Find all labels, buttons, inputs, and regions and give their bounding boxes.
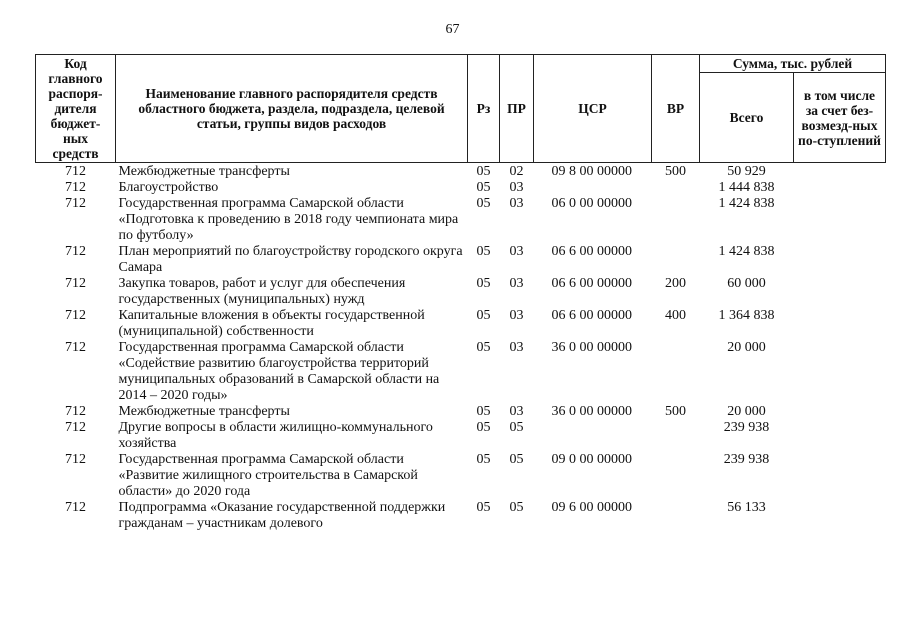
cell-name: Межбюджетные трансферты [118, 404, 290, 419]
cell-free [794, 340, 886, 404]
cell-rz: 05 [476, 340, 491, 355]
cell-code: 712 [65, 164, 86, 179]
cell-vr [652, 196, 700, 244]
budget-table [35, 54, 886, 532]
cell-vr: 500 [665, 164, 686, 179]
table-row [36, 340, 886, 404]
cell-code: 712 [65, 500, 86, 515]
cell-total: 239 938 [723, 420, 770, 435]
cell-total: 239 938 [723, 452, 770, 467]
cell-pr: 03 [509, 180, 524, 195]
cell-free [794, 180, 886, 196]
cell-pr: 03 [509, 196, 524, 211]
cell-csr [534, 180, 652, 196]
cell-csr: 36 0 00 00000 [551, 404, 632, 419]
cell-pr: 05 [509, 500, 524, 515]
cell-name: Благоустройство [118, 180, 219, 195]
cell-name: Капитальные вложения в объекты государственной (муниципальной) собственности [118, 308, 425, 339]
cell-vr [652, 500, 700, 532]
cell-free [794, 244, 886, 276]
header-csr: ЦСР [534, 55, 652, 163]
cell-pr: 03 [509, 276, 524, 291]
header-total: Всего [700, 73, 794, 163]
cell-name: Государственная программа Самарской области «Содействие развитию благоустройства территорий муниципальных образований в Самарской области на 2014 – 2020 годы» [118, 340, 440, 403]
cell-rz: 05 [476, 196, 491, 211]
cell-name: Другие вопросы в области жилищно-коммунального хозяйства [118, 420, 433, 451]
table-row [36, 308, 886, 340]
cell-csr: 09 0 00 00000 [551, 452, 632, 467]
cell-code: 712 [65, 180, 86, 195]
cell-free [794, 308, 886, 340]
cell-total: 1 364 838 [718, 308, 775, 323]
cell-pr: 05 [509, 452, 524, 467]
cell-total: 1 424 838 [718, 244, 775, 259]
table-row [36, 404, 886, 420]
cell-vr [652, 420, 700, 452]
cell-free [794, 420, 886, 452]
cell-total: 1 424 838 [718, 196, 775, 211]
cell-pr: 03 [509, 244, 524, 259]
cell-csr: 06 6 00 00000 [551, 308, 632, 323]
cell-code: 712 [65, 404, 86, 419]
cell-vr [652, 452, 700, 500]
cell-rz: 05 [476, 180, 491, 195]
cell-pr: 03 [509, 404, 524, 419]
cell-csr: 06 0 00 00000 [551, 196, 632, 211]
cell-csr: 09 6 00 00000 [551, 500, 632, 515]
cell-pr: 05 [509, 420, 524, 435]
cell-rz: 05 [476, 308, 491, 323]
table-row [36, 163, 886, 181]
cell-vr [652, 244, 700, 276]
cell-name: Межбюджетные трансферты [118, 164, 290, 179]
cell-total: 60 000 [727, 276, 766, 291]
table-row [36, 196, 886, 244]
table-row [36, 276, 886, 308]
table-body [36, 163, 886, 533]
cell-rz: 05 [476, 244, 491, 259]
cell-free [794, 404, 886, 420]
header-pr: ПР [500, 55, 534, 163]
cell-free [794, 196, 886, 244]
page-number: 67 [445, 22, 460, 37]
cell-name: План мероприятий по благоустройству городского округа Самара [118, 244, 463, 275]
cell-rz: 05 [476, 404, 491, 419]
table-row [36, 452, 886, 500]
cell-rz: 05 [476, 164, 491, 179]
cell-csr: 36 0 00 00000 [551, 340, 632, 355]
cell-total: 56 133 [727, 500, 766, 515]
cell-total: 50 929 [727, 164, 766, 179]
cell-csr: 06 6 00 00000 [551, 276, 632, 291]
header-vr: ВР [652, 55, 700, 163]
cell-pr: 03 [509, 340, 524, 355]
cell-total: 20 000 [727, 340, 766, 355]
cell-free [794, 452, 886, 500]
cell-total: 1 444 838 [718, 180, 775, 195]
cell-total: 20 000 [727, 404, 766, 419]
cell-rz: 05 [476, 276, 491, 291]
header-name: Наименование главного распорядителя средств областного бюджета, раздела, подраздела, целевой статьи, группы видов расходов [116, 55, 468, 163]
cell-csr: 06 6 00 00000 [551, 244, 632, 259]
header-code: Код главного распоря-дителя бюджет-ных средств [36, 55, 116, 163]
table-row [36, 420, 886, 452]
cell-csr [534, 420, 652, 452]
cell-name: Подпрограмма «Оказание государственной поддержки гражданам – участникам долевого [118, 500, 446, 531]
cell-vr: 400 [665, 308, 686, 323]
cell-vr: 500 [665, 404, 686, 419]
cell-vr [652, 340, 700, 404]
cell-free [794, 163, 886, 181]
cell-free [794, 500, 886, 532]
cell-rz: 05 [476, 452, 491, 467]
header-sum: Сумма, тыс. рублей [700, 55, 886, 73]
header-free: в том числе за счет без-возмезд-ных по-ступлений [794, 73, 886, 163]
cell-name: Государственная программа Самарской области «Развитие жилищного строительства в Самарской области» до 2020 года [118, 452, 418, 499]
cell-code: 712 [65, 420, 86, 435]
cell-code: 712 [65, 244, 86, 259]
cell-rz: 05 [476, 420, 491, 435]
cell-csr: 09 8 00 00000 [551, 164, 632, 179]
cell-code: 712 [65, 452, 86, 467]
cell-pr: 02 [509, 164, 524, 179]
table-row [36, 500, 886, 532]
cell-code: 712 [65, 196, 86, 211]
cell-name: Государственная программа Самарской области «Подготовка к проведению в 2018 году чемпионата мира по футболу» [118, 196, 459, 243]
cell-code: 712 [65, 276, 86, 291]
cell-name: Закупка товаров, работ и услуг для обеспечения государственных (муниципальных) нужд [118, 276, 406, 307]
cell-vr [652, 180, 700, 196]
cell-free [794, 276, 886, 308]
header-rz: Рз [468, 55, 500, 163]
cell-code: 712 [65, 308, 86, 323]
cell-vr: 200 [665, 276, 686, 291]
cell-pr: 03 [509, 308, 524, 323]
cell-rz: 05 [476, 500, 491, 515]
table-row [36, 180, 886, 196]
cell-code: 712 [65, 340, 86, 355]
table-row [36, 244, 886, 276]
